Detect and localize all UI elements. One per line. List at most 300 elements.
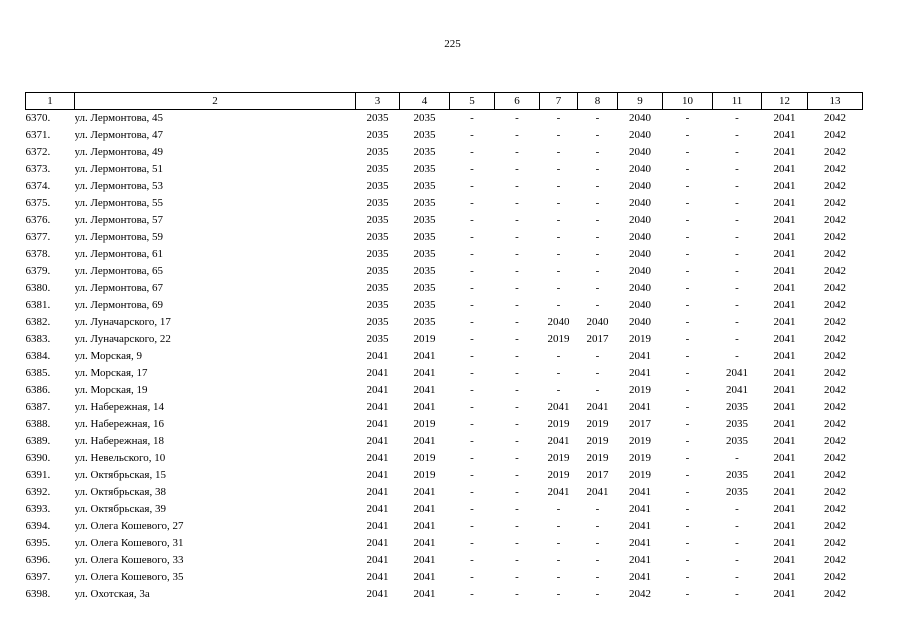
value-cell: - [685, 520, 690, 532]
value-cell: - [685, 197, 690, 209]
value-cell: 2019 [586, 418, 609, 430]
value-cell: - [470, 129, 474, 141]
value-cell: - [595, 146, 600, 158]
value-cell: 2017 [629, 418, 651, 430]
value-cell: 2042 [824, 163, 846, 175]
table-row [26, 314, 863, 331]
value-cell: - [515, 401, 519, 413]
value-cell: 2035 [413, 180, 436, 192]
value-cell: 2035 [366, 231, 389, 243]
value-cell: 2035 [366, 248, 389, 260]
value-cell: 2040 [629, 316, 651, 328]
value-cell: 2040 [629, 248, 651, 260]
value-cell: 2042 [824, 452, 846, 464]
value-cell: 2035 [726, 435, 748, 447]
value-cell: - [515, 350, 519, 362]
value-cell: 2042 [824, 248, 846, 260]
value-cell: 2019 [586, 435, 609, 447]
value-cell: 2041 [547, 435, 570, 447]
value-cell: - [595, 112, 600, 124]
address-cell: ул. Лермонтова, 45 [74, 112, 164, 124]
address-cell: ул. Октябрьская, 15 [74, 469, 166, 481]
table-row [26, 195, 863, 212]
value-cell: - [470, 112, 474, 124]
value-cell: - [556, 214, 561, 226]
value-cell: 2041 [413, 554, 436, 566]
value-cell: - [470, 197, 474, 209]
value-cell: - [515, 571, 519, 583]
value-cell: 2041 [366, 588, 389, 600]
row-number-cell: 6384. [25, 350, 51, 362]
address-cell: ул. Лермонтова, 49 [74, 146, 164, 158]
value-cell: - [685, 452, 690, 464]
value-cell: 2041 [586, 486, 609, 498]
row-number-cell: 6385. [25, 367, 51, 379]
value-cell: 2040 [629, 112, 651, 124]
value-cell: - [556, 112, 561, 124]
address-cell: ул. Набережная, 14 [74, 401, 164, 413]
address-cell: ул. Лермонтова, 69 [74, 299, 164, 311]
table-row [26, 144, 863, 161]
value-cell: 2041 [629, 537, 651, 549]
value-cell: - [685, 435, 690, 447]
address-cell: ул. Лермонтова, 47 [74, 129, 164, 141]
value-cell: 2041 [773, 452, 796, 464]
value-cell: - [735, 129, 739, 141]
value-cell: 2035 [726, 418, 748, 430]
value-cell: 2041 [773, 588, 796, 600]
row-number-cell: 6398. [25, 588, 51, 600]
value-cell: - [515, 452, 519, 464]
value-cell: 2041 [773, 282, 796, 294]
value-cell: 2035 [366, 299, 389, 311]
value-cell: 2041 [413, 367, 436, 379]
column-header: 9 [618, 93, 663, 110]
value-cell: 2041 [773, 316, 796, 328]
value-cell: - [735, 588, 739, 600]
value-cell: 2035 [366, 197, 389, 209]
address-cell: ул. Лермонтова, 53 [74, 180, 164, 192]
value-cell: - [595, 129, 600, 141]
table-header-row [26, 93, 863, 110]
value-cell: 2042 [824, 367, 846, 379]
value-cell: 2041 [366, 350, 389, 362]
value-cell: 2041 [366, 537, 389, 549]
row-number-cell: 6394. [25, 520, 51, 532]
row-number-cell: 6380. [25, 282, 51, 294]
value-cell: 2041 [629, 367, 651, 379]
value-cell: - [735, 452, 739, 464]
value-cell: 2041 [773, 401, 796, 413]
value-cell: - [595, 537, 600, 549]
row-number-cell: 6381. [25, 299, 51, 311]
table-row [26, 518, 863, 535]
row-number-cell: 6393. [25, 503, 51, 515]
value-cell: 2041 [629, 401, 651, 413]
value-cell: 2042 [824, 282, 846, 294]
value-cell: - [470, 146, 474, 158]
table-row [26, 178, 863, 195]
row-number-cell: 6392. [25, 486, 51, 498]
value-cell: - [685, 503, 690, 515]
value-cell: 2035 [366, 146, 389, 158]
value-cell: - [595, 214, 600, 226]
value-cell: - [735, 554, 739, 566]
value-cell: - [515, 316, 519, 328]
value-cell: - [735, 197, 739, 209]
value-cell: 2041 [366, 384, 389, 396]
value-cell: - [515, 231, 519, 243]
address-cell: ул. Октябрьская, 39 [74, 503, 166, 515]
value-cell: 2019 [547, 418, 570, 430]
value-cell: - [735, 503, 739, 515]
value-cell: - [556, 197, 561, 209]
table-row [26, 127, 863, 144]
value-cell: 2041 [773, 265, 796, 277]
value-cell: - [685, 537, 690, 549]
table-row [26, 501, 863, 518]
value-cell: 2042 [824, 486, 846, 498]
value-cell: 2041 [773, 486, 796, 498]
value-cell: - [470, 469, 474, 481]
value-cell: - [556, 571, 561, 583]
value-cell: 2042 [824, 401, 846, 413]
value-cell: - [556, 554, 561, 566]
value-cell: 2040 [629, 129, 651, 141]
value-cell: 2041 [413, 486, 436, 498]
table-row [26, 450, 863, 467]
address-cell: ул. Морская, 19 [74, 384, 148, 396]
value-cell: 2041 [629, 350, 651, 362]
value-cell: - [515, 129, 519, 141]
value-cell: 2040 [629, 214, 651, 226]
column-header: 7 [540, 93, 578, 110]
value-cell: - [685, 231, 690, 243]
value-cell: - [470, 520, 474, 532]
column-header: 6 [495, 93, 540, 110]
value-cell: - [515, 469, 519, 481]
value-cell: - [556, 129, 561, 141]
value-cell: 2035 [366, 265, 389, 277]
column-header: 13 [808, 93, 863, 110]
address-cell: ул. Набережная, 16 [74, 418, 164, 430]
value-cell: 2042 [824, 571, 846, 583]
value-cell: - [515, 214, 519, 226]
value-cell: - [556, 180, 561, 192]
value-cell: - [515, 503, 519, 515]
value-cell: - [515, 554, 519, 566]
address-cell: ул. Олега Кошевого, 33 [74, 554, 184, 566]
value-cell: 2041 [413, 588, 436, 600]
address-cell: ул. Лермонтова, 57 [74, 214, 164, 226]
value-cell: - [556, 248, 561, 260]
value-cell: 2041 [629, 571, 651, 583]
row-number-cell: 6387. [25, 401, 51, 413]
value-cell: 2019 [413, 418, 436, 430]
value-cell: 2040 [586, 316, 609, 328]
column-header: 12 [762, 93, 808, 110]
value-cell: 2042 [824, 520, 846, 532]
table-row [26, 110, 863, 128]
value-cell: - [685, 299, 690, 311]
value-cell: - [595, 197, 600, 209]
row-number-cell: 6386. [25, 384, 51, 396]
value-cell: 2041 [366, 486, 389, 498]
value-cell: 2041 [366, 367, 389, 379]
value-cell: 2042 [824, 554, 846, 566]
address-cell: ул. Лермонтова, 65 [74, 265, 164, 277]
address-cell: ул. Набережная, 18 [74, 435, 164, 447]
value-cell: - [735, 112, 739, 124]
value-cell: 2041 [773, 299, 796, 311]
value-cell: 2041 [773, 112, 796, 124]
table-row [26, 569, 863, 586]
value-cell: 2019 [413, 469, 436, 481]
address-cell: ул. Лермонтова, 55 [74, 197, 164, 209]
value-cell: - [735, 333, 739, 345]
value-cell: 2041 [773, 163, 796, 175]
value-cell: - [556, 588, 561, 600]
value-cell: - [595, 180, 600, 192]
value-cell: 2041 [773, 248, 796, 260]
row-number-cell: 6375. [25, 197, 51, 209]
table-body [26, 110, 863, 604]
value-cell: - [470, 571, 474, 583]
table-row [26, 365, 863, 382]
table-row [26, 161, 863, 178]
value-cell: - [515, 588, 519, 600]
value-cell: - [595, 367, 600, 379]
row-number-cell: 6370. [25, 112, 51, 124]
value-cell: - [685, 129, 690, 141]
value-cell: - [735, 265, 739, 277]
value-cell: 2040 [629, 180, 651, 192]
column-header: 5 [450, 93, 495, 110]
value-cell: - [515, 299, 519, 311]
value-cell: 2040 [629, 282, 651, 294]
value-cell: - [515, 112, 519, 124]
value-cell: - [515, 384, 519, 396]
value-cell: 2041 [773, 180, 796, 192]
value-cell: - [470, 503, 474, 515]
value-cell: - [470, 214, 474, 226]
column-header: 2 [75, 93, 356, 110]
value-cell: 2041 [726, 384, 748, 396]
value-cell: 2019 [413, 452, 436, 464]
value-cell: 2042 [824, 384, 846, 396]
value-cell: 2041 [773, 197, 796, 209]
value-cell: 2042 [824, 129, 846, 141]
value-cell: - [470, 265, 474, 277]
value-cell: - [556, 299, 561, 311]
value-cell: - [685, 384, 690, 396]
table-row [26, 484, 863, 501]
value-cell: - [556, 163, 561, 175]
value-cell: - [685, 469, 690, 481]
value-cell: - [595, 248, 600, 260]
address-cell: ул. Лермонтова, 67 [74, 282, 164, 294]
row-number-cell: 6371. [25, 129, 51, 141]
row-number-cell: 6396. [25, 554, 51, 566]
value-cell: - [515, 418, 519, 430]
value-cell: 2040 [547, 316, 570, 328]
value-cell: 2041 [773, 214, 796, 226]
address-cell: ул. Морская, 17 [74, 367, 148, 379]
value-cell: 2042 [824, 197, 846, 209]
row-number-cell: 6397. [25, 571, 51, 583]
column-header: 3 [356, 93, 400, 110]
value-cell: 2042 [824, 146, 846, 158]
value-cell: 2019 [547, 469, 570, 481]
table-row [26, 433, 863, 450]
value-cell: - [735, 299, 739, 311]
value-cell: 2041 [366, 401, 389, 413]
value-cell: 2019 [413, 333, 436, 345]
value-cell: 2042 [824, 265, 846, 277]
value-cell: - [470, 418, 474, 430]
value-cell: 2042 [824, 112, 846, 124]
value-cell: - [595, 350, 600, 362]
address-cell: ул. Невельского, 10 [74, 452, 166, 464]
value-cell: 2041 [773, 333, 796, 345]
value-cell: - [470, 163, 474, 175]
value-cell: - [515, 197, 519, 209]
value-cell: - [556, 503, 561, 515]
table-row [26, 280, 863, 297]
value-cell: 2041 [366, 418, 389, 430]
column-header: 4 [400, 93, 450, 110]
table-row [26, 586, 863, 603]
value-cell: - [556, 282, 561, 294]
value-cell: - [685, 401, 690, 413]
value-cell: 2041 [547, 401, 570, 413]
value-cell: - [735, 316, 739, 328]
value-cell: - [470, 367, 474, 379]
value-cell: - [515, 435, 519, 447]
value-cell: 2042 [824, 333, 846, 345]
value-cell: - [685, 350, 690, 362]
value-cell: 2041 [413, 503, 436, 515]
value-cell: 2035 [413, 282, 436, 294]
value-cell: - [685, 333, 690, 345]
value-cell: - [515, 486, 519, 498]
value-cell: 2042 [629, 588, 651, 600]
value-cell: - [470, 350, 474, 362]
value-cell: - [735, 231, 739, 243]
value-cell: 2041 [773, 435, 796, 447]
value-cell: 2041 [629, 520, 651, 532]
value-cell: - [735, 571, 739, 583]
value-cell: - [470, 452, 474, 464]
value-cell: - [556, 350, 561, 362]
value-cell: 2041 [413, 435, 436, 447]
value-cell: 2035 [413, 146, 436, 158]
value-cell: - [470, 384, 474, 396]
value-cell: 2035 [366, 180, 389, 192]
row-number-cell: 6389. [25, 435, 51, 447]
value-cell: - [515, 248, 519, 260]
value-cell: 2041 [773, 571, 796, 583]
column-header: 11 [713, 93, 762, 110]
value-cell: - [515, 537, 519, 549]
value-cell: 2041 [773, 554, 796, 566]
value-cell: - [515, 282, 519, 294]
row-number-cell: 6378. [25, 248, 51, 260]
value-cell: - [595, 520, 600, 532]
value-cell: - [685, 282, 690, 294]
value-cell: - [556, 146, 561, 158]
value-cell: - [735, 214, 739, 226]
table-row [26, 535, 863, 552]
row-number-cell: 6374. [25, 180, 51, 192]
value-cell: 2017 [586, 469, 609, 481]
value-cell: - [515, 333, 519, 345]
value-cell: 2042 [824, 299, 846, 311]
table-row [26, 246, 863, 263]
address-cell: ул. Лермонтова, 61 [74, 248, 164, 260]
value-cell: - [470, 231, 474, 243]
value-cell: - [685, 265, 690, 277]
row-number-cell: 6383. [25, 333, 51, 345]
row-number-cell: 6395. [25, 537, 51, 549]
value-cell: 2019 [629, 384, 651, 396]
value-cell: - [470, 486, 474, 498]
value-cell: 2035 [366, 333, 389, 345]
address-cell: ул. Олега Кошевого, 35 [74, 571, 184, 583]
value-cell: - [515, 180, 519, 192]
value-cell: - [595, 571, 600, 583]
value-cell: - [685, 163, 690, 175]
value-cell: 2042 [824, 214, 846, 226]
table-row [26, 212, 863, 229]
value-cell: 2035 [413, 316, 436, 328]
row-number-cell: 6376. [25, 214, 51, 226]
address-cell: ул. Олега Кошевого, 31 [74, 537, 184, 549]
table-row [26, 263, 863, 280]
value-cell: - [685, 418, 690, 430]
value-cell: - [515, 265, 519, 277]
page-number: 225 [444, 38, 461, 50]
value-cell: 2042 [824, 350, 846, 362]
column-header: 8 [578, 93, 618, 110]
value-cell: - [470, 333, 474, 345]
value-cell: - [595, 299, 600, 311]
value-cell: - [685, 486, 690, 498]
value-cell: - [595, 503, 600, 515]
table-row [26, 467, 863, 484]
table-row [26, 399, 863, 416]
value-cell: - [685, 588, 690, 600]
value-cell: 2019 [629, 435, 651, 447]
value-cell: 2035 [726, 486, 748, 498]
value-cell: - [470, 588, 474, 600]
address-cell: ул. Морская, 9 [74, 350, 143, 362]
value-cell: 2040 [629, 231, 651, 243]
value-cell: - [470, 401, 474, 413]
value-cell: 2041 [366, 571, 389, 583]
value-cell: 2035 [413, 163, 436, 175]
value-cell: 2035 [366, 282, 389, 294]
value-cell: 2035 [366, 163, 389, 175]
value-cell: - [735, 163, 739, 175]
value-cell: 2041 [366, 452, 389, 464]
value-cell: - [515, 163, 519, 175]
value-cell: 2041 [773, 537, 796, 549]
value-cell: 2041 [413, 520, 436, 532]
value-cell: 2035 [413, 214, 436, 226]
value-cell: - [556, 520, 561, 532]
value-cell: 2041 [547, 486, 570, 498]
